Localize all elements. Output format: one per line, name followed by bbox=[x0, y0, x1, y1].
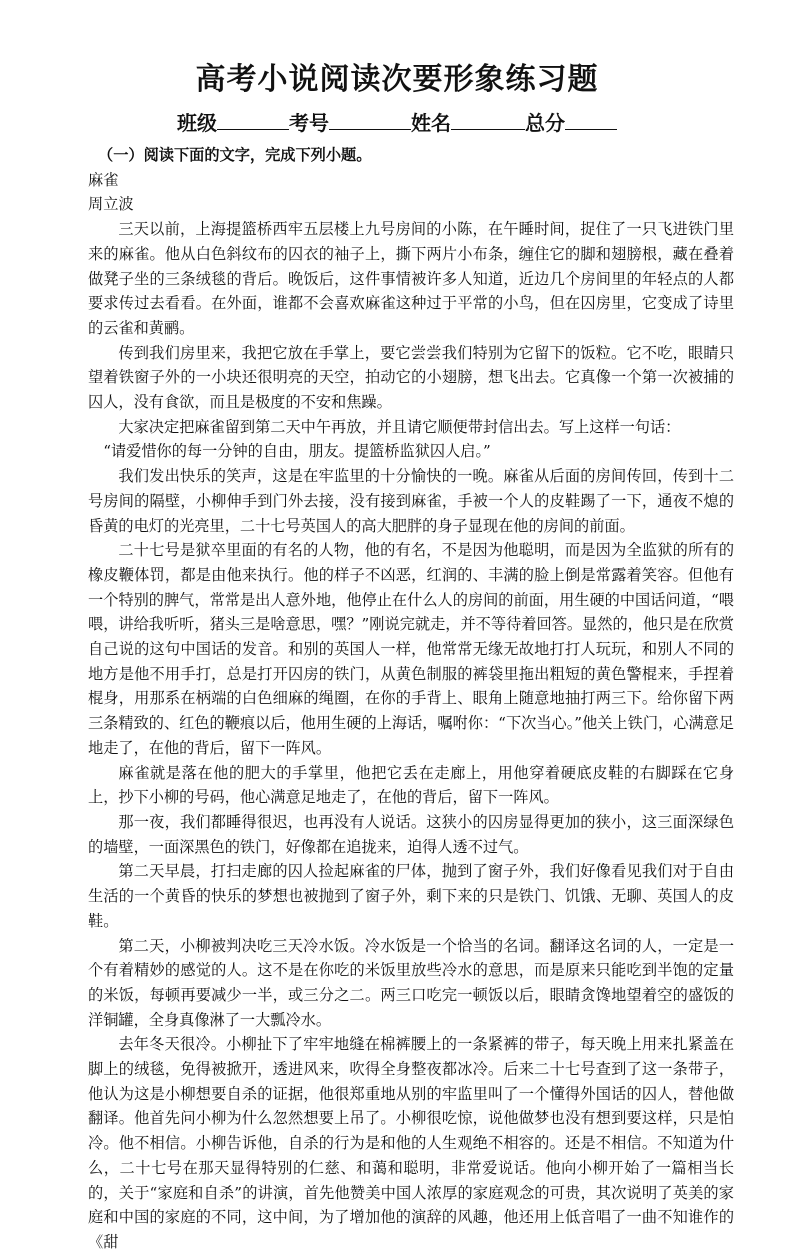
paragraph: 三天以前，上海提篮桥西牢五层楼上九号房间的小陈，在午睡时间，捉住了一只飞进铁门里来的麻雀。他从白色斜纹布的囚衣的袖子上，撕下两片小布条，缠住它的脚和翅膀根，藏在叠着做凳子坐的三条绒毯的背后。晚饭后，这件事情被许多人知道，近边几个房间里的年轻点的人都要求传过去看看。在外面，谁都不会喜欢麻雀这种过于平常的小鸟，但在囚房里，它变成了诗里的云雀和黄鹂。 bbox=[88, 220, 734, 337]
quote-line: “请爱惜你的每一分钟的自由，朋友。提篮桥监狱囚人启。” bbox=[103, 442, 491, 461]
number-label: 考号 bbox=[289, 111, 329, 135]
score-blank[interactable] bbox=[565, 109, 617, 130]
paragraph: 传到我们房里来，我把它放在手掌上，要它尝尝我们特别为它留下的饭粒。它不吃，眼睛只望着铁窗子外的一小块还很明亮的天空，拍动它的小翅膀，想飞出去。它真像一个第一次被捕的囚人，没有食欲，而且是极度的不安和焦躁。 bbox=[88, 343, 734, 412]
paragraph: 去年冬天很冷。小柳扯下了牢牢地缝在棉裤腰上的一条紧裤的带子，每天晚上用来扎紧盖在脚上的绒毯，免得被掀开，透进风来，吹得全身整夜都冰冷。后来二十七号查到了这一条带子，他认为这是小柳想要自杀的证据，他很郑重地从别的牢监里叫了一个懂得外国话的囚人，替他做翻译。他首先问小柳为什么忽然想要上吊了。小柳很吃惊，说他做梦也没有想到要这样，只是怕冷。他不相信。小柳告诉他，自杀的行为是和他的人生观绝不相容的。还是不相信。不知道为什么，二十七号在那天显得特别的仁慈、和蔼和聪明，非常爱说话。他向小柳开始了一篇相当长的，关于“家庭和自杀”的讲演，首先他赞美中国人浓厚的家庭观念的可贵，其次说明了英美的家庭和中国的家庭的不同，这中间，为了增加他的演辞的风趣，他还用上低音唱了一曲不知谁作的《甜 bbox=[88, 1035, 734, 1251]
number-blank[interactable] bbox=[329, 109, 411, 130]
paragraph: 麻雀就是落在他的肥大的手掌里，他把它丢在走廊上，用他穿着硬底皮鞋的右脚踩在它身上，抄下小柳的号码，他心满意足地走了，在他的背后，留下一阵风。 bbox=[88, 763, 734, 807]
student-info-line bbox=[0, 108, 794, 138]
paragraph: 我们发出快乐的笑声，这是在牢监里的十分愉快的一晚。麻雀从后面的房间传回，传到十二号房间的隔壁，小柳伸手到门外去接，没有接到麻雀，手被一个人的皮鞋踢了一下，通夜不熄的昏黄的电灯的光亮里，二十七号英国人的高大肥胖的身子显现在他的房间的前面。 bbox=[88, 467, 734, 535]
paragraph: 大家决定把麻雀留到第二天中午再放，并且请它顺便带封信出去。写上这样一句话： bbox=[118, 417, 681, 436]
page-title: 高考小说阅读次要形象练习题 bbox=[195, 62, 599, 97]
class-blank[interactable] bbox=[217, 109, 289, 130]
story-title: 麻雀 bbox=[88, 170, 119, 189]
score-label: 总分 bbox=[525, 111, 565, 135]
paragraph: 第二天，小柳被判决吃三天冷水饭。冷水饭是一个恰当的名词。翻译这名词的人，一定是一个有着精妙的感觉的人。这不是在你吃的米饭里放些冷水的意思，而是原来只能吃到半饱的定量的米饭，每顿再要减少一半，或三分之二。两三口吃完一顿饭以后，眼睛贪馋地望着空的盛饭的洋铜罐，全身真像淋了一大瓢冷水。 bbox=[88, 936, 734, 1029]
paragraph: 二十七号是狱卒里面的有名的人物，他的有名，不是因为他聪明，而是因为全监狱的所有的橡皮鞭体罚，都是由他来执行。他的样子不凶恶，红润的、丰满的脸上倒是常露着笑容。但他有一个特别的脾气，常常是出人意外地，他停止在什么人的房间的前面，用生硬的中国话问道，“喂喂，讲给我听听，猪头三是啥意思，嘿？”刚说完就走，并不等待着回答。显然的，他只是在欣赏自己说的这句中国话的发音。和别的英国人一样，他常常无缘无故地打打人玩玩，和别人不同的地方是他不用手打，总是打开囚房的铁门，从黄色制服的裤袋里拖出粗短的黄色警棍来，手捏着棍身，用那系在柄端的白色细麻的绳圈，在你的手背上、眼角上随意地抽打两三下。给你留下两三条精致的、红色的鞭痕以后，他用生硬的上海话，嘱咐你：“下次当心。”他关上铁门，心满意足地走了，在他的背后，留下一阵风。 bbox=[88, 541, 734, 757]
class-label: 班级 bbox=[177, 111, 217, 135]
author: 周立波 bbox=[88, 195, 134, 214]
instruction: （一）阅读下面的文字，完成下列小题。 bbox=[98, 146, 372, 164]
paragraph: 第二天早晨，打扫走廊的囚人捡起麻雀的尸体，抛到了窗子外，我们好像看见我们对于自由生活的一个黄昏的快乐的梦想也被抛到了窗子外，剩下来的只是铁门、饥饿、无聊、英国人的皮鞋。 bbox=[88, 862, 734, 930]
passage-body bbox=[88, 143, 734, 1255]
paragraph: 那一夜，我们都睡得很迟，也再没有人说话。这狭小的囚房显得更加的狭小，这三面深绿色的墙壁，一面深黑色的铁门，好像都在追拢来，迫得人透不过气。 bbox=[88, 812, 734, 856]
name-label: 姓名 bbox=[411, 111, 451, 135]
name-blank[interactable] bbox=[451, 109, 525, 130]
